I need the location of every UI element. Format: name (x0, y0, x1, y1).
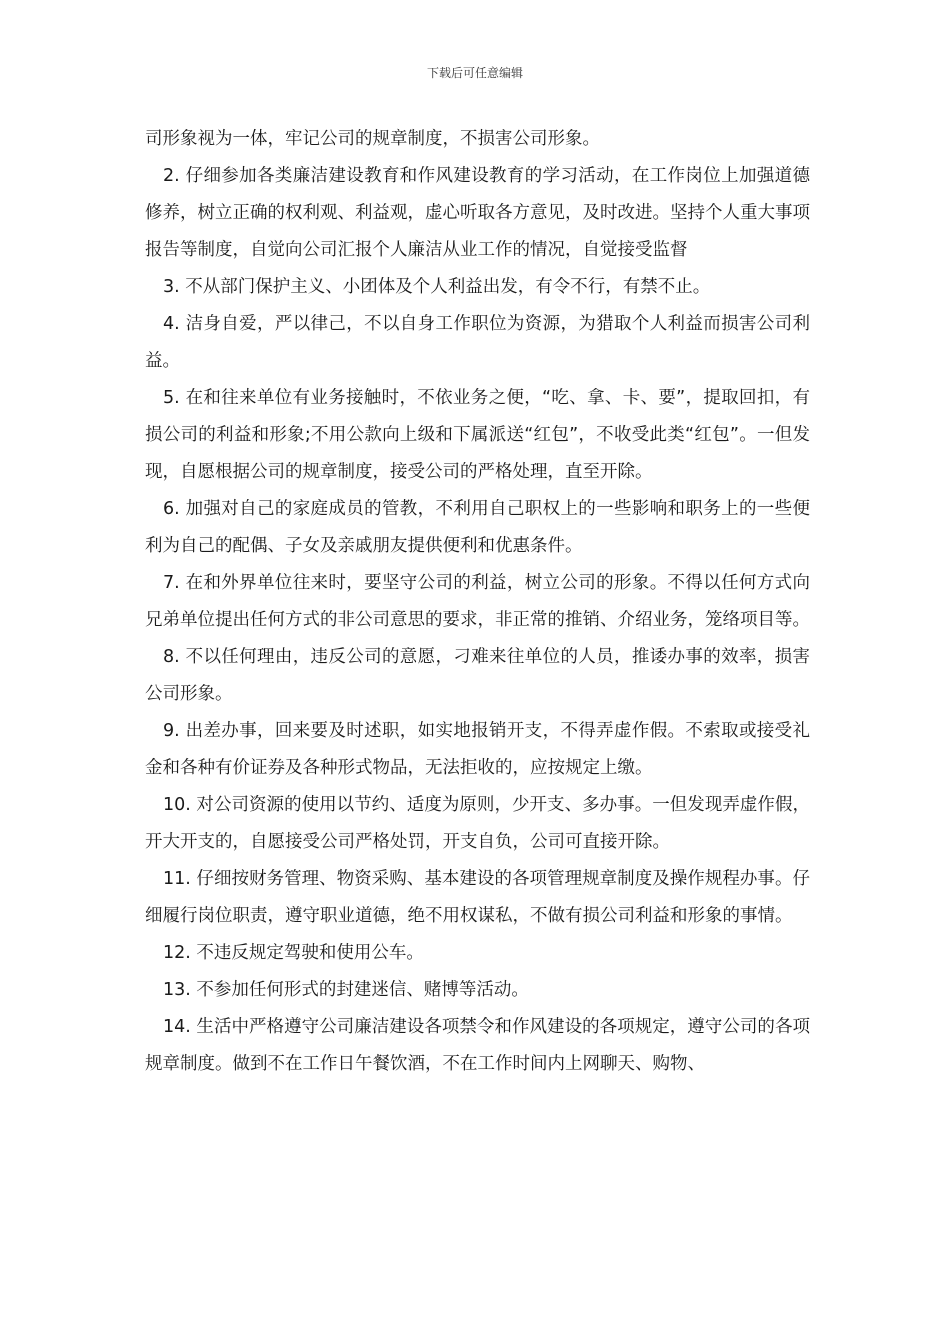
paragraph-item-5: 5. 在和往来单位有业务接触时，不依业务之便，“吃、拿、卡、要”，提取回扣，有损公司的利益和形象;不用公款向上级和下属派送“红包”，不收受此类“红包”。一但发现，自愿根据公司的规章制度，接受公司的严格处理，直至开除。 (145, 388, 810, 482)
paragraph-continuation: 司形象视为一体，牢记公司的规章制度，不损害公司形象。 (145, 129, 600, 149)
paragraph-item-3: 3. 不从部门保护主义、小团体及个人利益出发，有令不行，有禁不止。 (163, 277, 711, 297)
paragraph-item-4: 4. 洁身自爱，严以律己，不以自身工作职位为资源，为猎取个人利益而损害公司利益。 (145, 314, 810, 371)
page-header: 下载后可任意编辑 (426, 66, 523, 80)
paragraph-item-7: 7. 在和外界单位往来时，要坚守公司的利益，树立公司的形象。不得以任何方式向兄弟单位提出任何方式的非公司意思的要求，非正常的推销、介绍业务，笼络项目等。 (145, 573, 810, 630)
paragraph-item-10: 10. 对公司资源的使用以节约、适度为原则，少开支、多办事。一但发现弄虚作假，开大开支的，自愿接受公司严格处罚，开支自负，公司可直接开除。 (145, 795, 810, 852)
paragraph-item-11: 11. 仔细按财务管理、物资采购、基本建设的各项管理规章制度及操作规程办事。仔细履行岗位职责，遵守职业道德，绝不用权谋私，不做有损公司利益和形象的事情。 (145, 869, 810, 926)
paragraph-item-13: 13. 不参加任何形式的封建迷信、赌博等活动。 (163, 980, 529, 1000)
paragraph-item-14: 14. 生活中严格遵守公司廉洁建设各项禁令和作风建设的各项规定，遵守公司的各项规章制度。做到不在工作日午餐饮酒，不在工作时间内上网聊天、购物、 (145, 1017, 810, 1074)
paragraph-item-6: 6. 加强对自己的家庭成员的管教，不利用自己职权上的一些影响和职务上的一些便利为自己的配偶、子女及亲戚朋友提供便利和优惠条件。 (145, 499, 810, 556)
paragraph-item-12: 12. 不违反规定驾驶和使用公车。 (163, 943, 424, 963)
paragraph-item-9: 9. 出差办事，回来要及时述职，如实地报销开支，不得弄虚作假。不索取或接受礼金和各种有价证券及各种形式物品，无法拒收的，应按规定上缴。 (145, 721, 810, 778)
paragraph-item-2: 2. 仔细参加各类廉洁建设教育和作风建设教育的学习活动，在工作岗位上加强道德修养，树立正确的权利观、利益观，虚心听取各方意见，及时改进。坚持个人重大事项报告等制度，自觉向公司汇报个人廉洁从业工作的情况，自觉接受监督 (145, 166, 810, 260)
document-body (145, 121, 810, 1083)
paragraph-item-8: 8. 不以任何理由，违反公司的意愿，刁难来往单位的人员，推诿办事的效率，损害公司形象。 (145, 647, 810, 704)
